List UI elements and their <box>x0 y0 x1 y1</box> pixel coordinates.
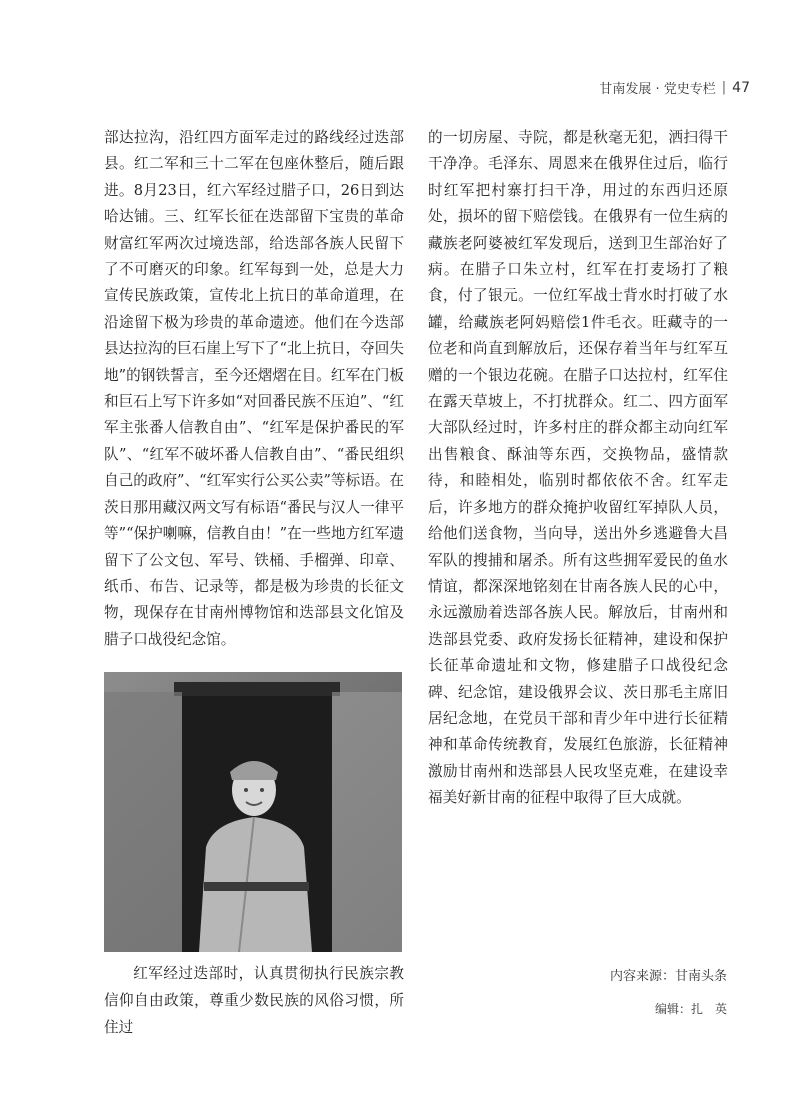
right-column <box>428 125 728 812</box>
page-number: 47 <box>732 79 750 96</box>
photo-caption: 红军经过迭部时，认真贯彻执行民族宗教信仰自由政策，尊重少数民族的风俗习惯，所住过 <box>104 965 404 1036</box>
editor-credit: 编辑：扎 英 <box>654 1002 727 1016</box>
right-column-text: 的一切房屋、寺院，都是秋毫无犯，洒扫得干干净净。毛泽东、周恩来在俄界住过后，临行时红军把村寨打扫干净，用过的东西归还原处，损坏的留下赔偿钱。在俄界有一位生病的藏族老阿婆被红军发现后，送到卫生部治好了病。在腊子口朱立村，红军在打麦场打了粮食，付了银元。一位红军战士背水时打破了水罐，给藏族老阿妈赔偿1件毛衣。旺藏寺的一位老和尚直到解放后，还保存着当年与红军互赠的一个银边花碗。在腊子口达拉村，红军住在露天草坡上，不打扰群众。红二、四方面军大部队经过时，许多村庄的群众都主动向红军出售粮食、酥油等东西，交换物品，盛情款待，和睦相处，临别时都依依不舍。红军走后，许多地方的群众掩护收留红军掉队人员，给他们送食物，当向导，送出外乡逃避鲁大昌军队的搜捕和屠杀。所有这些拥军爱民的鱼水情谊，都深深地铭刻在甘南各族人民的心中，永远激励着迭部各族人民。解放后，甘南州和迭部县党委、政府发扬长征精神，建设和保护长征革命遗址和文物，修建腊子口战役纪念碑、纪念馆，建设俄界会议、茨日那毛主席旧居纪念地，在党员干部和青少年中进行长征精神和革命传统教育，发展红色旅游，长征精神激励甘南州和迭部县人民攻坚克难，在建设幸福美好新甘南的征程中取得了巨大成就。 <box>428 129 728 807</box>
soldier-photo <box>104 672 402 952</box>
content-source: 内容来源：甘南头条 <box>609 969 727 984</box>
section-title: 甘南发展 · 党史专栏 <box>599 82 716 97</box>
red-army-soldier-photo-icon <box>104 672 402 952</box>
left-column-text: 部达拉沟，沿红四方面军走过的路线经过迭部县。红二军和三十二军在包座休整后，随后跟进。8月23日，红六军经过腊子口，26日到达哈达铺。三、红军长征在迭部留下宝贵的革命财富红军两次过境迭部，给迭部各族人民留下了不可磨灭的印象。红军每到一处，总是大力宣传民族政策，宣传北上抗日的革命道理，在沿途留下极为珍贵的革命遗迹。他们在今迭部县达拉沟的巨石崖上写下了“北上抗日，夺回失地”的钢铁誓言，至今还熠熠在目。红军在门板和巨石上写下许多如“对回番民族不压迫”、“红军主张番人信教自由”、“红军是保护番民的军队”、“红军不破坏番人信教自由”、“番民组织自己的政府”、“红军实行公买公卖”等标语。在茨日那用藏汉两文写有标语“番民与汉人一律平等”“保护喇嘛，信教自由！”在一些地方红军遗留下了公文包、军号、铁桶、手榴弹、印章、纸币、布告、记录等，都是极为珍贵的长征文物，现保存在甘南州博物馆和迭部县文化馆及腊子口战役纪念馆。 <box>104 129 404 648</box>
header-separator: | <box>721 80 727 95</box>
left-column <box>104 125 404 653</box>
page-header <box>599 78 750 97</box>
